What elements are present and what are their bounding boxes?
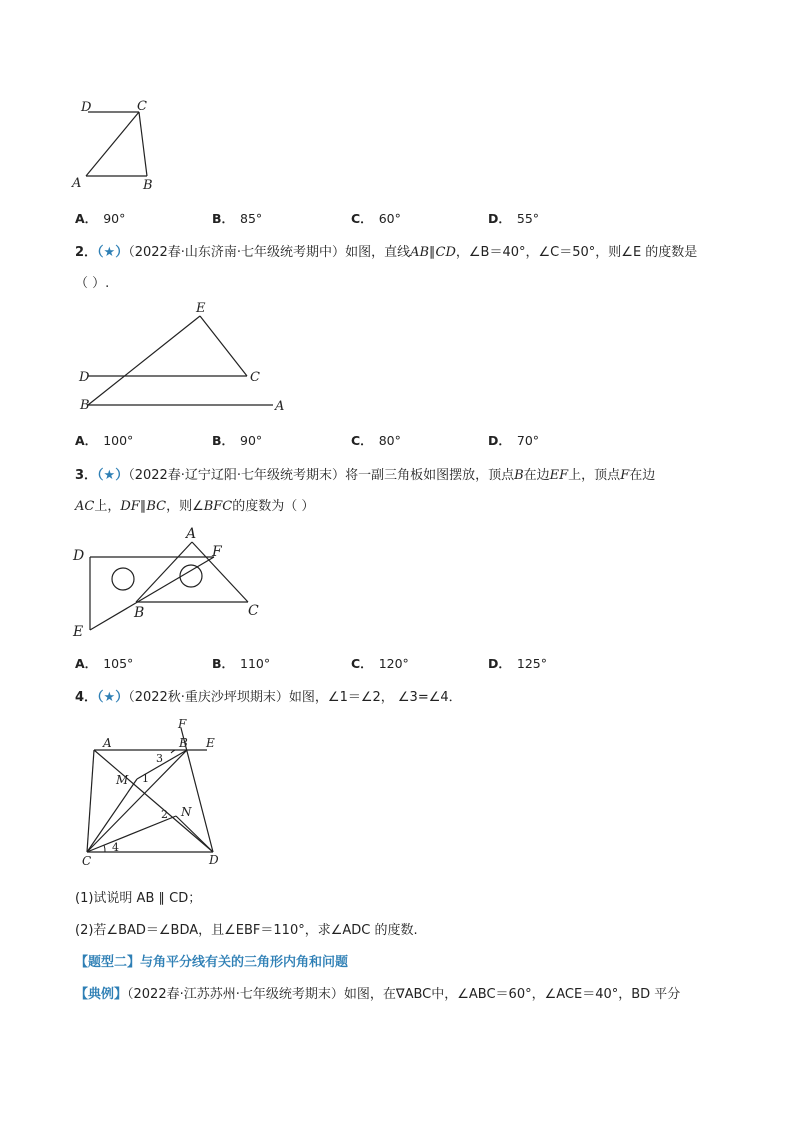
q1-label-a: A: [72, 176, 82, 191]
q3-figure: [68, 520, 268, 645]
q3-label-c: C: [248, 603, 259, 619]
q4-label-2: 2: [161, 808, 168, 821]
q4-label-n: N: [181, 805, 192, 819]
section-heading: 【题型二】与角平分线有关的三角形内角和问题: [75, 955, 349, 970]
q1-option-d[interactable]: D． 55°: [488, 211, 540, 226]
q2-option-c[interactable]: C． 80°: [351, 433, 401, 448]
q1-figure: [70, 95, 165, 195]
q2-label-a: A: [275, 399, 285, 414]
q2-option-d[interactable]: D． 70°: [488, 433, 540, 448]
q2-figure: [70, 295, 295, 420]
q1-option-b[interactable]: B． 85°: [212, 211, 263, 226]
q2-question-line1: 2．（★）（2022春·山东济南·七年级统考期中）如图，直线AB∥CD，∠B＝40°，∠C＝50°，则∠E 的度数是: [75, 245, 698, 260]
q4-label-a: A: [103, 736, 112, 750]
q3-option-d[interactable]: D． 125°: [488, 656, 547, 671]
q2-question-line2: （ ）.: [75, 276, 110, 291]
q4-label-f: F: [178, 717, 187, 731]
q4-figure: [75, 716, 230, 871]
q2-label-e: E: [196, 301, 206, 316]
q1-label-b: B: [143, 178, 153, 193]
q3-option-b[interactable]: B． 110°: [212, 656, 271, 671]
q1-option-c[interactable]: C． 60°: [351, 211, 401, 226]
q1-label-c: C: [137, 99, 147, 114]
q3-option-c[interactable]: C． 120°: [351, 656, 409, 671]
q4-label-b: B: [179, 736, 188, 750]
q1-option-a[interactable]: A． 90°: [75, 211, 126, 226]
q4-label-1: 1: [142, 772, 149, 785]
q2-label-c: C: [250, 370, 260, 385]
q2-label-b: B: [80, 398, 90, 413]
q3-question-line2: AC上，DF∥BC，则∠BFC的度数为（ ）: [75, 499, 315, 514]
q4-label-e: E: [206, 736, 215, 750]
q3-question-line1: 3．（★）（2022春·辽宁辽阳·七年级统考期末）将一副三角板如图摆放，顶点B在边EF上，顶点F在边: [75, 468, 656, 483]
q4-label-d: D: [209, 853, 219, 867]
q4-subquestion-2: (2)若∠BAD＝∠BDA，且∠EBF＝110°，求∠ADC 的度数.: [75, 923, 418, 938]
q3-label-f: F: [212, 544, 222, 560]
q4-label-3: 3: [156, 752, 163, 765]
q4-label-c: C: [82, 854, 92, 868]
q2-label-d: D: [79, 370, 90, 385]
q2-option-b[interactable]: B． 90°: [212, 433, 263, 448]
q1-label-d: D: [81, 100, 92, 115]
q3-label-e: E: [73, 624, 84, 640]
example-line: 【典例】（2022春·江苏苏州·七年级统考期末）如图，在∇ABC中，∠ABC＝60°，∠ACE＝40°，BD 平分: [75, 987, 681, 1002]
q4-question-line: 4．（★）（2022秋·重庆沙坪坝期末）如图，∠1＝∠2， ∠3=∠4．: [75, 690, 462, 705]
q3-option-a[interactable]: A． 105°: [75, 656, 134, 671]
q4-subquestion-1: (1)试说明 AB ∥ CD；: [75, 891, 202, 906]
q3-label-a: A: [186, 526, 197, 542]
q3-label-b: B: [134, 605, 145, 621]
q2-option-a[interactable]: A． 100°: [75, 433, 134, 448]
q4-label-m: M: [116, 773, 129, 787]
q3-label-d: D: [73, 548, 85, 564]
q4-label-4: 4: [112, 841, 119, 854]
